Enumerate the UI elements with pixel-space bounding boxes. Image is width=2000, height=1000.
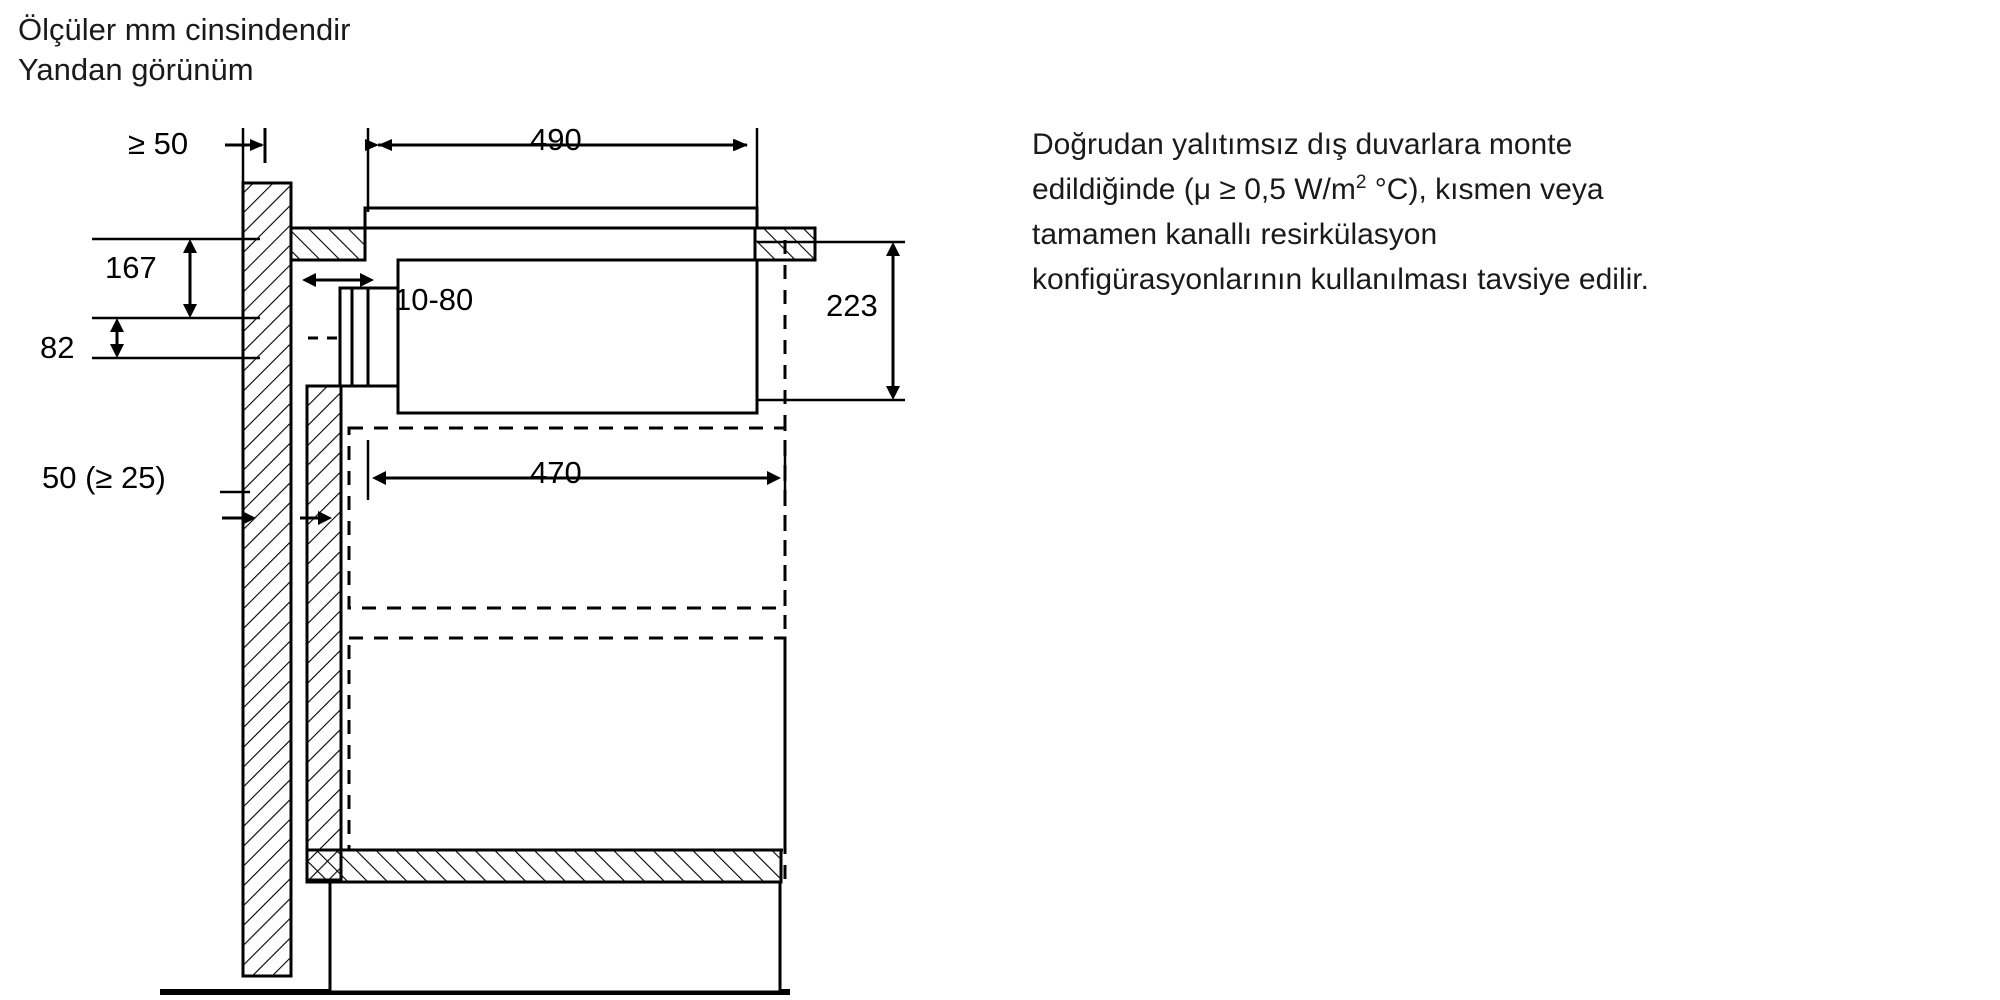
cabinet-side-panel xyxy=(307,386,341,880)
dimension-label-82: 82 xyxy=(40,330,75,365)
installation-note xyxy=(1032,122,1652,302)
cabinet-bottom-slab xyxy=(307,850,781,882)
note-text-part1: Doğrudan yalıtımsız dış duvarlara monte edildiğinde (μ ≥ 0,5 W/m xyxy=(1032,128,1573,206)
units-note-line1: Ölçüler mm cinsindendir xyxy=(18,12,351,47)
view-name-line2: Yandan görünüm xyxy=(18,52,254,87)
dimension-label-223: 223 xyxy=(826,288,878,323)
dimension-label-wall-clearance-top: ≥ 50 xyxy=(128,126,189,161)
dimension-label-top-width: 490 xyxy=(530,122,582,157)
cooktop-plate xyxy=(365,208,757,228)
dimension-label-floor-clearance: 50 (≥ 25) xyxy=(42,460,166,495)
dimension-label-duct-range: 10-80 xyxy=(394,282,474,317)
dimension-label-inner-width: 470 xyxy=(530,455,582,490)
duct-connector xyxy=(308,288,398,386)
note-text-part2: °C), kısmen veya tamamen kanallı resirkülasyon konfigürasyonlarının kullanılması tavsiye edilir. xyxy=(1032,173,1649,296)
plinth xyxy=(330,882,780,992)
note-superscript: 2 xyxy=(1355,172,1367,193)
worktop-slab xyxy=(291,228,815,260)
dimension-label-167: 167 xyxy=(105,250,157,285)
wall-section xyxy=(243,183,291,976)
